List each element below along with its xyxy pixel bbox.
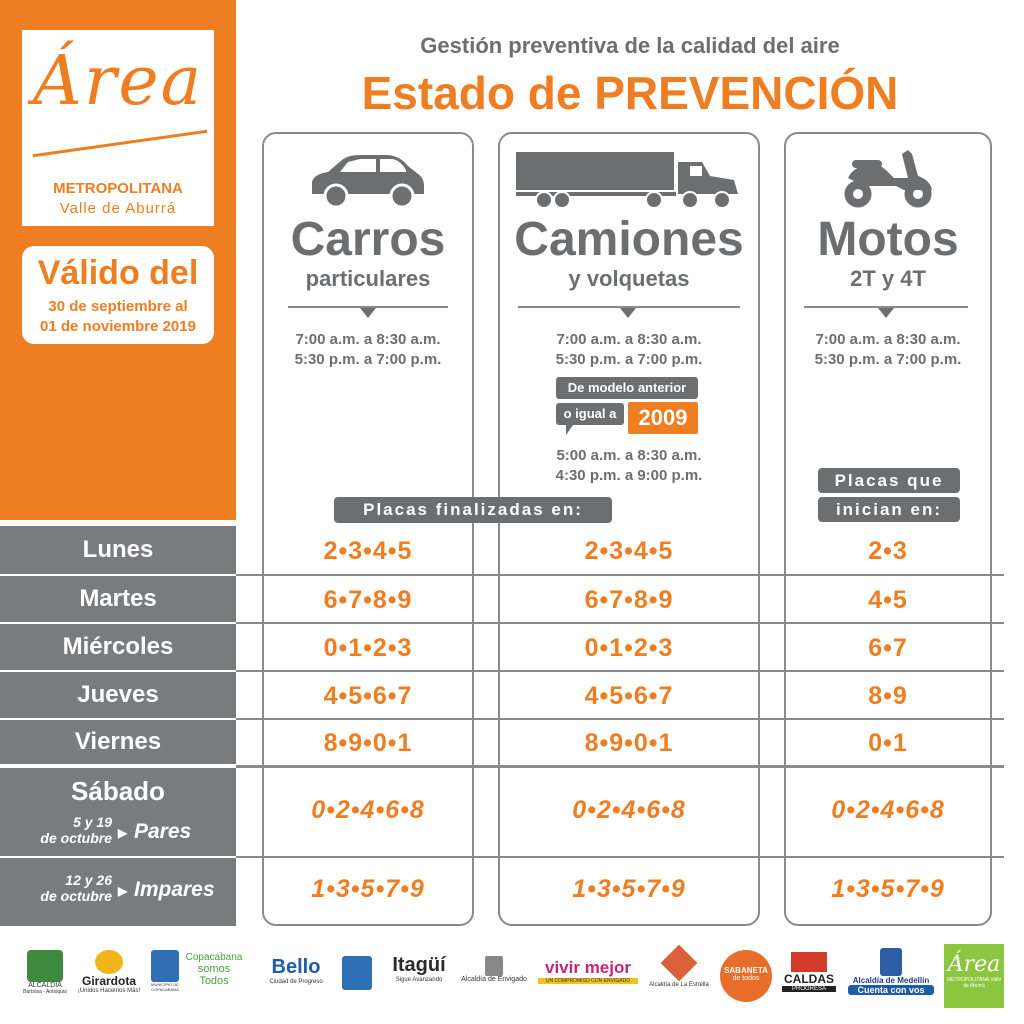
validity-line-1: 30 de septiembre al [48, 298, 188, 315]
motos-title: Motos [817, 213, 959, 266]
day-cell-lunes [0, 526, 236, 574]
row-divider [236, 670, 1004, 672]
validity-box [22, 246, 214, 344]
footer-logo-bello [256, 956, 336, 1002]
footer-logo-sub: somos Todos [197, 963, 231, 987]
day-label: Viernes [74, 728, 162, 755]
motos-subtitle: 2T y 4T [850, 266, 926, 291]
camiones-note-line-1: De modelo anterior [556, 377, 698, 399]
footer-logo-sub: Alcaldía de La Estrella [649, 982, 709, 988]
footer-logo-name: vivir mejor [545, 958, 631, 977]
header-title: Estado de PREVENCIÓN [361, 67, 899, 119]
impares-label: Impares [134, 878, 215, 901]
row-divider [236, 622, 1004, 624]
row-divider [236, 856, 1004, 858]
validity-line-2: 01 de noviembre 2019 [40, 318, 196, 335]
area-metropolitana-logo [22, 30, 214, 226]
caldas-flag-icon [791, 952, 827, 972]
pares-dates [36, 814, 112, 846]
carros-martes: 6•7•8•9 [323, 586, 413, 614]
header-subtitle: Gestión preventiva de la calidad del aire [420, 33, 840, 58]
footer-logo-girardota [76, 950, 142, 1008]
camiones-title: Camiones [514, 213, 744, 266]
camiones-sabado-pares: 0•2•4•6•8 [572, 796, 686, 824]
footer-logos [0, 940, 1024, 1024]
footer-logo-name: ALCALDÍA [28, 982, 62, 989]
placas-finalizadas-label: Placas finalizadas en: [334, 497, 612, 523]
carros-miercoles: 0•1•2•3 [323, 634, 413, 662]
motos-jueves: 8•9 [868, 682, 908, 710]
motorcycle-icon [838, 140, 938, 212]
footer-logo-copacabana [184, 952, 244, 1004]
day-cell-miercoles [0, 624, 236, 670]
footer-logo-sub: PROGRESA [782, 986, 836, 992]
footer-logo-name: SABANETA [724, 966, 768, 975]
placas-inician-label-1: Placas que [818, 468, 960, 493]
carros-sabado-impares: 1•3•5•7•9 [311, 875, 425, 903]
footer-logo-sub: Alcaldía de Envigado [461, 976, 527, 983]
logo-line-2: Valle de Aburrá [59, 200, 177, 217]
footer-logo-barbosa [22, 950, 68, 1008]
footer-logo-name: Girardota [81, 974, 136, 988]
footer-logo-vivir-mejor [538, 958, 638, 998]
carros-title: Carros [290, 213, 446, 266]
logo-line-1: METROPOLITANA [53, 180, 183, 197]
footer-logo-name: Alcaldía de Medellín [852, 976, 930, 985]
envigado-shield-icon [485, 956, 503, 976]
footer-logo-name: Bello [271, 956, 321, 978]
footer-logo-copacabana-municipio [148, 950, 182, 1008]
camiones-alt-time-2: 4:30 p.m. a 9:00 p.m. [555, 467, 703, 484]
day-cell-sabado-pares [0, 768, 236, 856]
carros-pointer [360, 308, 376, 318]
footer-logo-sub: Sigue Avanzando [395, 977, 443, 983]
motos-time-1: 7:00 a.m. a 8:30 a.m. [815, 331, 961, 348]
footer-logo-caldas [782, 952, 836, 1006]
footer-logo-itagui [386, 954, 452, 1004]
motos-time-2: 5:30 p.m. a 7:00 p.m. [814, 351, 962, 368]
camiones-note-line-2: o igual a [556, 403, 624, 425]
placas-inician-label-2: inician en: [818, 497, 960, 522]
motos-lunes: 2•3 [868, 537, 908, 565]
pares-dates-1: 5 y 19 [73, 814, 112, 830]
carros-time-1: 7:00 a.m. a 8:30 a.m. [295, 331, 441, 348]
footer-logo-sub: Barbosa - Antioquia [23, 989, 67, 995]
footer-logo-name: Itagüí [392, 954, 446, 976]
camiones-viernes: 8•9•0•1 [584, 729, 674, 757]
carros-viernes: 8•9•0•1 [323, 729, 413, 757]
day-label: Martes [79, 585, 157, 612]
carros-time-2: 5:30 p.m. a 7:00 p.m. [294, 351, 442, 368]
footer-logo-name: Área [947, 952, 1001, 977]
camiones-miercoles: 0•1•2•3 [584, 634, 674, 662]
impares-dates-1: 12 y 26 [65, 872, 112, 888]
day-cell-martes [0, 576, 236, 622]
footer-logo-envigado [456, 956, 532, 1002]
car-icon [308, 152, 426, 210]
camiones-note-year: 2009 [628, 402, 698, 434]
footer-logo-sub: ¡Unidos Hacemos Más! [77, 988, 141, 994]
row-divider [236, 718, 1004, 720]
footer-logo-name: Copacabana [185, 952, 243, 963]
camiones-sabado-impares: 1•3•5•7•9 [572, 875, 686, 903]
day-label: Jueves [77, 681, 159, 708]
camiones-pointer [620, 308, 636, 318]
logo-word: Área [32, 42, 204, 121]
day-cell-viernes [0, 720, 236, 764]
logo-underline [33, 130, 208, 157]
carros-lunes: 2•3•4•5 [323, 537, 413, 565]
footer-logo-sabaneta [720, 950, 772, 1002]
camiones-alt-time-1: 5:00 a.m. a 8:30 a.m. [556, 447, 702, 464]
row-divider [236, 765, 1004, 768]
row-divider [236, 574, 1004, 576]
pares-label: Pares [134, 820, 192, 843]
day-cell-sabado-impares [0, 858, 236, 926]
barbosa-shield-icon [27, 950, 63, 982]
day-cell-jueves [0, 672, 236, 718]
motos-sabado-impares: 1•3•5•7•9 [831, 875, 945, 903]
day-label: Lunes [82, 536, 154, 563]
footer-logo-sub: MUNICIPIO DE COPACABANA [151, 982, 179, 992]
carros-jueves: 4•5•6•7 [323, 682, 413, 710]
footer-logo-sub: Cuenta con vos [848, 985, 934, 995]
impares-dates [36, 872, 112, 904]
camiones-jueves: 4•5•6•7 [584, 682, 674, 710]
footer-logo-sub: de todos [732, 975, 760, 982]
pares-dates-2: de octubre [40, 830, 112, 846]
camiones-time-2: 5:30 p.m. a 7:00 p.m. [555, 351, 703, 368]
la-estrella-star-icon [661, 945, 698, 982]
footer-logo-sub: METROPOLITANA Valle de Aburrá [946, 977, 1002, 989]
camiones-note-tail [566, 425, 580, 435]
footer-logo-area-metropolitana [944, 944, 1004, 1008]
footer-logo-name: CALDAS [784, 972, 834, 986]
motos-viernes: 0•1 [868, 729, 908, 757]
camiones-alt-times [498, 446, 760, 486]
sabado-label: Sábado [71, 776, 165, 806]
validity-title: Válido del [37, 254, 199, 292]
camiones-time-1: 7:00 a.m. a 8:30 a.m. [556, 331, 702, 348]
footer-logo-la-estrella [648, 950, 710, 1008]
camiones-martes: 6•7•8•9 [584, 586, 674, 614]
carros-times [262, 330, 474, 370]
girardota-sun-icon [95, 950, 123, 974]
day-label: Miércoles [62, 633, 174, 660]
motos-pointer [878, 308, 894, 318]
camiones-lunes: 2•3•4•5 [584, 537, 674, 565]
medellin-shield-icon [880, 948, 902, 976]
carros-subtitle: particulares [305, 266, 431, 291]
camiones-times [498, 330, 760, 370]
impares-arrow-icon: ▶ [118, 884, 128, 898]
footer-logo-medellin [848, 948, 934, 1010]
impares-dates-2: de octubre [40, 888, 112, 904]
footer-logo-sub: UN COMPROMISO CON ENVIGADO [538, 978, 638, 984]
carros-sabado-pares: 0•2•4•6•8 [311, 796, 425, 824]
motos-times [784, 330, 992, 370]
footer-logo-sub: Ciudad de Progreso [269, 979, 323, 985]
motos-martes: 4•5 [868, 586, 908, 614]
pares-arrow-icon: ▶ [118, 826, 128, 840]
motos-miercoles: 6•7 [868, 634, 908, 662]
truck-icon [514, 150, 740, 210]
footer-logo-bello-shield-icon [342, 956, 372, 990]
motos-sabado-pares: 0•2•4•6•8 [831, 796, 945, 824]
camiones-subtitle: y volquetas [568, 266, 690, 291]
copacabana-shield-icon [151, 950, 179, 982]
